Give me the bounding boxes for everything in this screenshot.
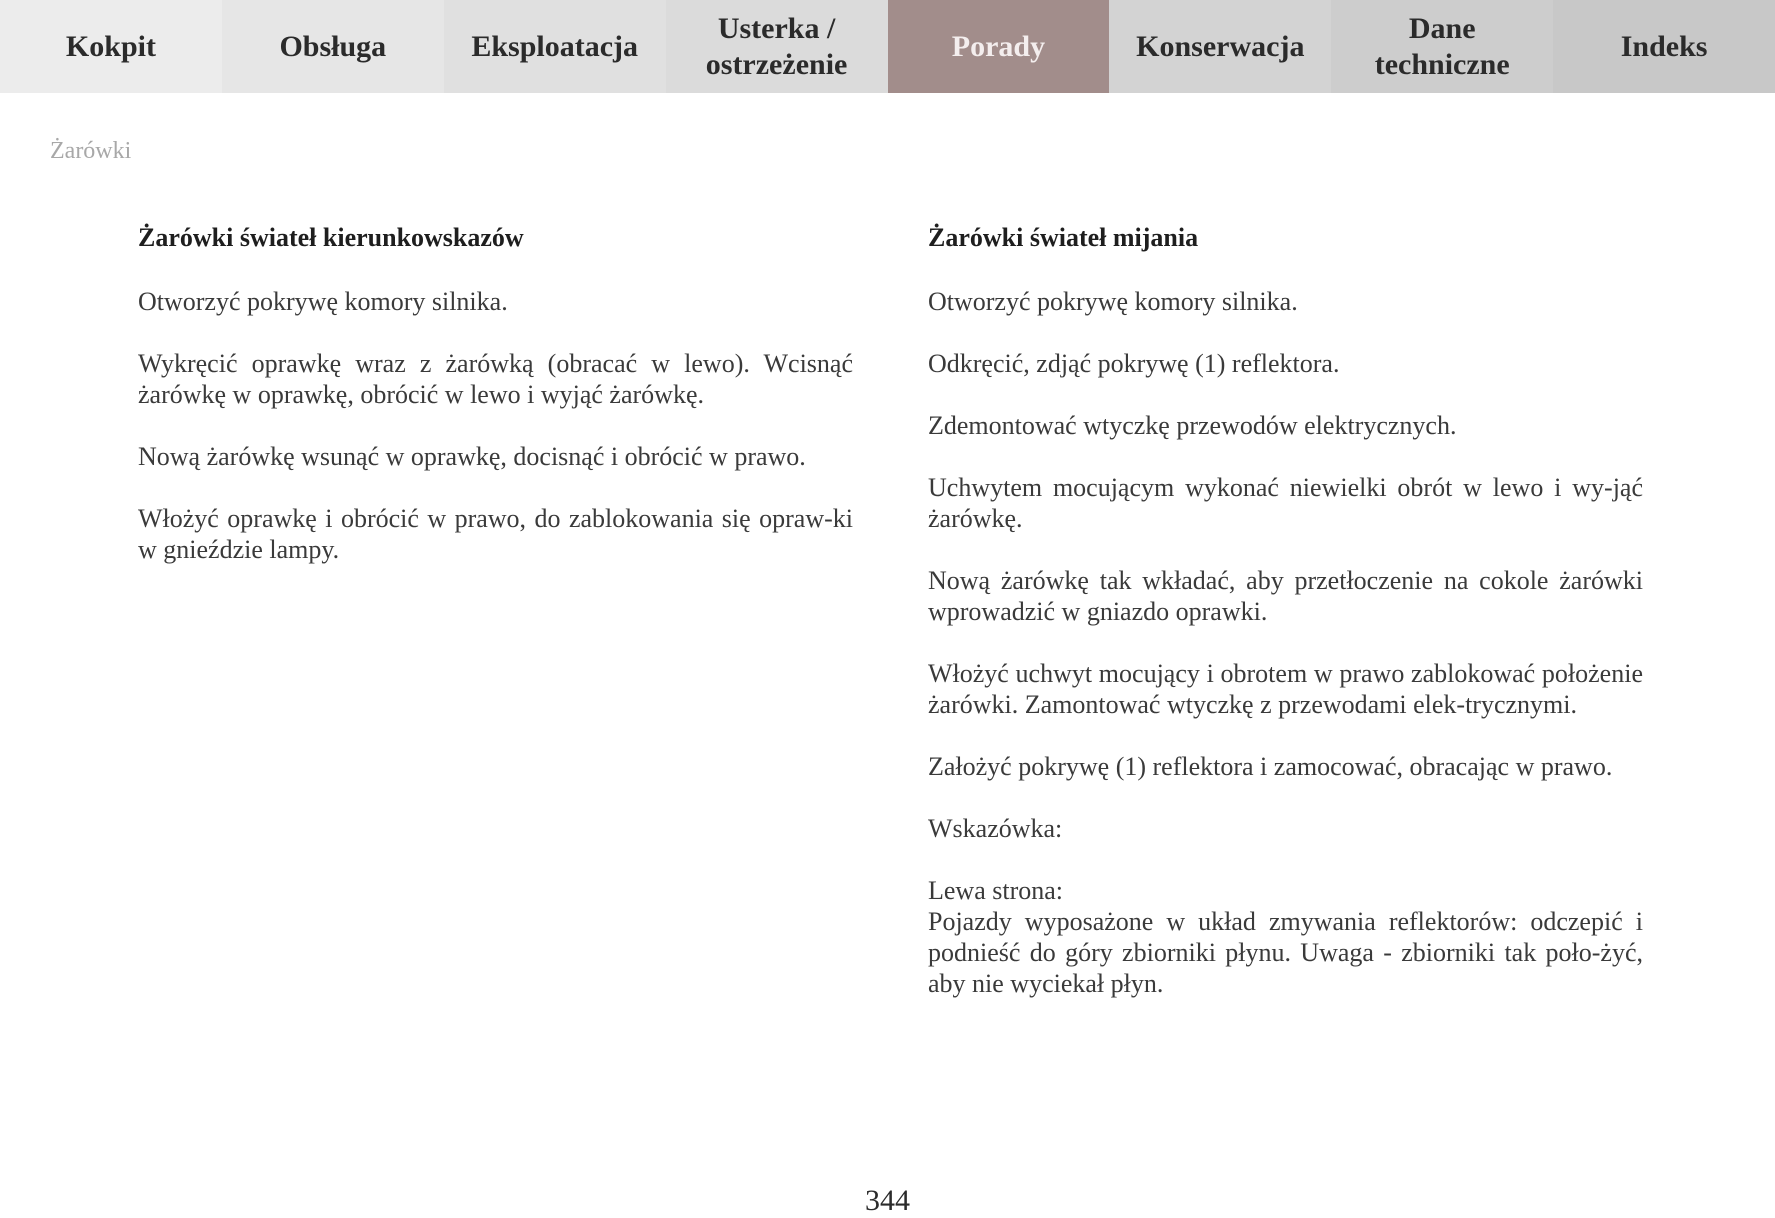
right-heading: Żarówki świateł mijania: [928, 223, 1199, 252]
left-paragraph: Włożyć oprawkę i obrócić w prawo, do zablokowania się opraw-ki w gnieździe lampy.: [138, 504, 853, 564]
right-paragraph: Lewa strona:: [928, 876, 1064, 905]
tab-dane-techniczne[interactable]: Dane techniczne: [1331, 0, 1553, 93]
page-number: 344: [865, 1184, 910, 1217]
right-paragraph: Pojazdy wyposażone w układ zmywania reflektorów: odczepić i podnieść do góry zbiorniki płynu. Uwaga - zbiorniki tak poło-żyć, aby nie wyciekał płyn.: [928, 907, 1643, 998]
right-paragraph: Otworzyć pokrywę komory silnika.: [928, 287, 1298, 316]
tab-kokpit[interactable]: Kokpit: [0, 0, 222, 93]
tab-porady[interactable]: Porady: [888, 0, 1110, 93]
tab-konserwacja[interactable]: Konserwacja: [1109, 0, 1331, 93]
chapter-tabs: [0, 0, 1775, 93]
left-paragraph: Nową żarówkę wsunąć w oprawkę, docisnąć i obrócić w prawo.: [138, 442, 806, 471]
right-paragraph: Włożyć uchwyt mocujący i obrotem w prawo zablokować położenie żarówki. Zamontować wtyczkę z przewodami elek-trycznymi.: [928, 659, 1643, 719]
right-paragraph: Zdemontować wtyczkę przewodów elektrycznych.: [928, 411, 1457, 440]
section-title: Żarówki: [50, 138, 132, 164]
right-paragraph: Nową żarówkę tak wkładać, aby przetłoczenie na cokole żarówki wprowadzić w gniazdo oprawki.: [928, 566, 1643, 626]
left-heading: Żarówki świateł kierunkowskazów: [138, 223, 524, 252]
tab-usterka-ostrzezenie[interactable]: Usterka / ostrzeżenie: [666, 0, 888, 93]
tab-eksploatacja[interactable]: Eksploatacja: [444, 0, 666, 93]
tab-obsluga[interactable]: Obsługa: [222, 0, 444, 93]
left-column: [138, 220, 853, 596]
left-paragraph: Wykręcić oprawkę wraz z żarówką (obracać w lewo). Wcisnąć żarówkę w oprawkę, obrócić w lewo i wyjąć żarówkę.: [138, 349, 853, 409]
left-paragraph: Otworzyć pokrywę komory silnika.: [138, 287, 508, 316]
tab-indeks[interactable]: Indeks: [1553, 0, 1775, 93]
right-paragraph: Wskazówka:: [928, 814, 1063, 843]
right-paragraph: Uchwytem mocującym wykonać niewielki obrót w lewo i wy-jąć żarówkę.: [928, 473, 1643, 533]
right-paragraph: Odkręcić, zdjąć pokrywę (1) reflektora.: [928, 349, 1340, 378]
right-column: [928, 220, 1643, 1030]
right-paragraph: Założyć pokrywę (1) reflektora i zamocować, obracając w prawo.: [928, 752, 1613, 781]
